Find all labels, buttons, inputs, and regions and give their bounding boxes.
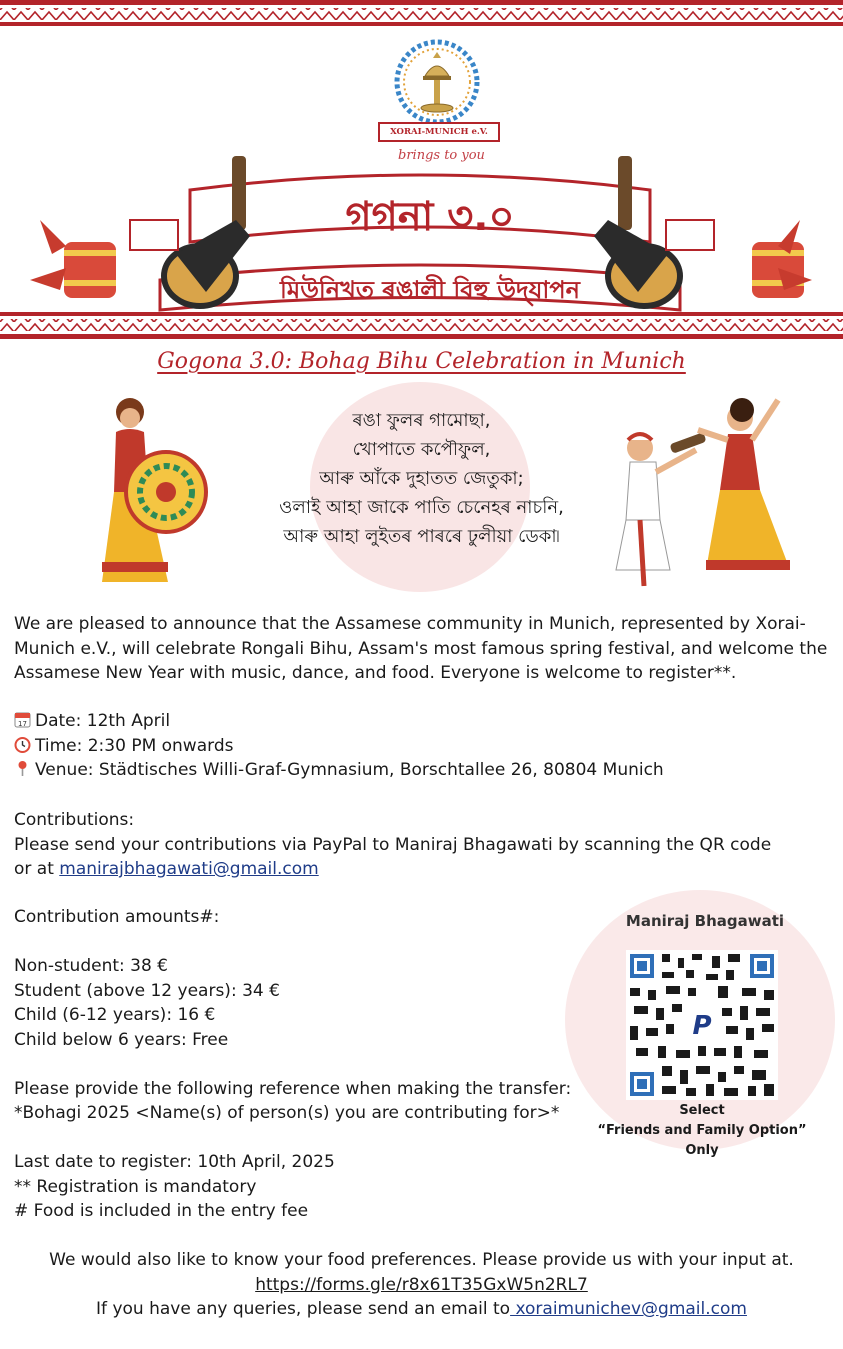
qr-recipient-name: Maniraj Bhagawati [625,912,785,930]
spacer [14,930,574,955]
contact-email-link[interactable]: xoraimunichev@gmail.com [510,1299,747,1319]
contributions-heading: Contributions: [14,810,135,830]
amount-item: Student (above 12 years): 34 € [14,980,280,1001]
intro-line: Munich e.V., will celebrate Rongali Bihu, Assam's most famous spring festival, and welcome the [14,638,828,659]
intro-line: Assamese New Year with music, dance, and food. Everyone is welcome to register**. [14,663,737,683]
poem-line: আৰু আহা লুইতৰ পাৰৰে ঢুলীয়া ডেকা৷ [283,526,560,547]
paypal-icon: P [692,1011,712,1041]
event-date [14,709,829,734]
event-subtitle-assamese: মিউনিখত ৰঙালী বিহু উদ্‌যাপন [280,276,580,304]
reference-instruction: Please provide the following reference when making the transfer: [14,1078,572,1099]
contributions-email-prefix: or at [14,859,60,879]
contributions-section [14,808,829,882]
footer [0,1248,843,1322]
svg-text:17: 17 [18,720,27,728]
event-time-text: Time: 2:30 PM onwards [35,735,234,756]
food-included-note: # Food is included in the entry fee [14,1201,309,1221]
query-line [0,1297,843,1322]
left-drum-illustration [30,220,116,298]
food-preference-text: We would also like to know your food preferences. Please provide us with your input at. [49,1250,794,1270]
contributions-instruction: Please send your contributions via PayPal to Maniraj Bhagawati by scanning the QR code [14,834,772,855]
spacer [14,1052,574,1077]
right-drum-illustration [752,220,812,298]
qr-note-line: Select [679,1103,725,1118]
amounts-heading: Contribution amounts#: [14,907,220,927]
amount-item: Child below 6 years: Free [14,1029,229,1050]
form-link-line [0,1273,843,1298]
qr-payment-note [592,1101,812,1161]
calendar-icon [14,711,31,728]
tagline: brings to you [398,148,485,163]
assamese-poem [250,406,593,551]
reference-format: *Bohagi 2025 <Name(s) of person(s) you are contributing for>* [14,1103,560,1123]
event-title-english: Gogona 3.0: Bohag Bihu Celebration in Munich [157,349,686,374]
clock-icon [14,736,31,753]
female-dancer-illustration [96,392,216,592]
event-venue-text: Venue: Städtisches Willi-Graf-Gymnasium, Borschtallee 26, 80804 Munich [35,760,664,780]
query-prefix: If you have any queries, please send an email to [96,1299,511,1319]
top-border-pattern [0,0,843,30]
event-title-assamese: গগনা ৩.০ [345,194,515,240]
event-time [14,734,829,759]
poem-line: ওলাই আহা জাকে পাতি চেনেহৰ নাচনি, [279,497,564,518]
amount-item: Child (6-12 years): 16 € [14,1005,216,1025]
paypal-email-link[interactable]: manirajbhagawati@gmail.com [59,859,319,879]
intro-paragraph [14,612,829,686]
couple-dancers-illustration [600,390,810,590]
spacer [14,1126,574,1151]
event-venue [14,758,829,783]
poem-line: খোপাতে কপৌফুল, [352,439,491,460]
contributions-email-line [14,857,829,882]
registration-deadline: Last date to register: 10th April, 2025 [14,1152,335,1172]
qr-note-line: “Friends and Family Option” [597,1123,807,1138]
event-details [14,709,829,783]
paypal-qr-code[interactable] [626,950,778,1100]
event-date-text: Date: 12th April [35,711,171,731]
bottom-border-pattern [0,312,843,342]
qr-note-line: Only [685,1143,719,1158]
pin-icon [14,760,31,777]
registration-mandatory-note: ** Registration is mandatory [14,1176,257,1197]
contribution-amounts [14,905,574,1224]
intro-line: We are pleased to announce that the Assamese community in Munich, represented by Xorai- [14,614,806,634]
xorai-logo [385,34,489,124]
org-name: XORAI-MUNICH e.V. [378,122,500,142]
poem-line: ৰঙা ফুলৰ গামোছা, [352,410,491,431]
food-preference-form-link[interactable]: https://forms.gle/r8x61T35GxW5n2RL7 [255,1274,588,1295]
amount-item: Non-student: 38 € [14,956,168,976]
poem-line: আৰু আঁকে দুহাতত জেতুকা; [319,468,524,489]
